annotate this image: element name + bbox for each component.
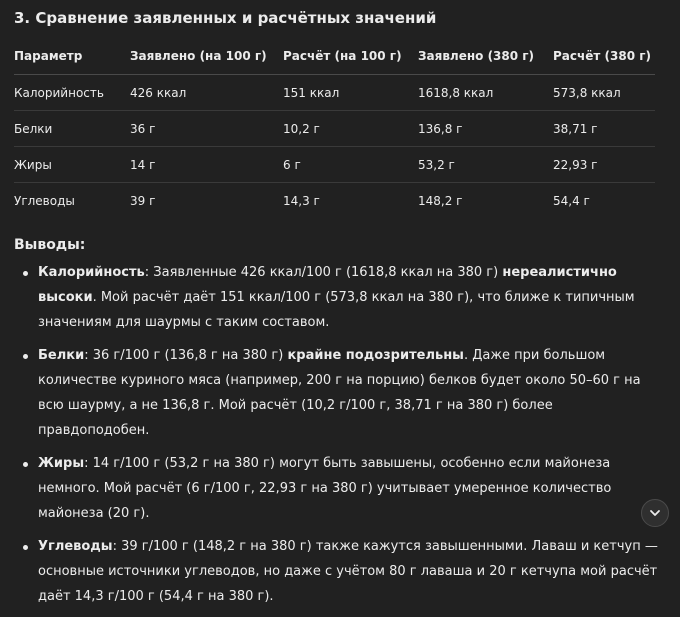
table-cell: 426 ккал — [130, 75, 283, 111]
bullet-icon — [23, 271, 28, 276]
table-cell: 36 г — [130, 111, 283, 147]
conclusion-text: : 39 г/100 г (148,2 г на 380 г) также кажутся завышенными. Лаваш и кетчуп — основные источники углеводов, но даже с учётом 80 г лаваша и 20 г кетчупа мой расчёт даёт 14,3 г/100 г (54,4 г на 380 г). — [38, 539, 658, 604]
table-cell: Белки — [14, 111, 130, 147]
conclusion-term: Углеводы — [38, 539, 113, 554]
table-cell: 38,71 г — [553, 111, 655, 147]
conclusion-text: : 14 г/100 г (53,2 г на 380 г) могут быть завышены, особенно если майонеза немного. Мой расчёт (6 г/100 г, 22,93 г на 380 г) учитывает умеренное количество майонеза (20 г). — [38, 456, 612, 521]
header-parameter: Параметр — [14, 38, 130, 75]
table-cell: Углеводы — [14, 193, 75, 208]
scroll-down-button[interactable] — [641, 499, 669, 527]
conclusion-text: . Мой расчёт даёт 151 ккал/100 г (573,8 ккал на 380 г), что ближе к типичным значениям для шаурмы с таким составом. — [38, 290, 635, 330]
message-content — [14, 0, 666, 617]
list-item — [14, 260, 666, 335]
table-cell: 1618,8 ккал — [418, 75, 553, 111]
table-cell: 14,3 г — [283, 193, 320, 208]
header-declared-380g: Заявлено (380 г) — [418, 38, 553, 75]
conclusion-term: Калорийность — [38, 265, 145, 280]
table-cell: Жиры — [14, 147, 130, 183]
table-row — [14, 111, 655, 147]
table-cell: 10,2 г — [283, 111, 418, 147]
section-title: 3. Сравнение заявленных и расчётных значений — [14, 9, 437, 27]
table-cell: 14 г — [130, 147, 283, 183]
table-cell: 39 г — [130, 193, 156, 208]
table-cell: 53,2 г — [418, 147, 553, 183]
conclusion-emphasis: крайне подозрительны — [287, 348, 464, 363]
table-row — [14, 183, 655, 219]
conclusion-text: : Заявленные 426 ккал/100 г (1618,8 ккал на 380 г) — [144, 265, 503, 280]
comparison-table — [14, 38, 655, 218]
table-cell: 54,4 г — [553, 193, 590, 208]
table-row — [14, 147, 655, 183]
conclusion-text: . Даже при большом количестве куриного мяса (например, 200 г на порцию) белков будет около 50–60 г на всю шаурму, а не 136,8 г. Мой расчёт (10,2 г/100 г, 38,71 г на 380 г) более правдоподобен. — [38, 348, 641, 438]
table-cell: Калорийность — [14, 75, 130, 111]
header-calculated-380g: Расчёт (380 г) — [553, 38, 655, 75]
bullet-icon — [23, 354, 28, 359]
bullet-icon — [23, 462, 28, 467]
table-row — [14, 75, 655, 111]
header-declared-100g: Заявлено (на 100 г) — [130, 38, 283, 75]
list-item — [14, 451, 666, 526]
table-cell: 573,8 ккал — [553, 75, 655, 111]
list-item — [14, 343, 666, 443]
table-cell: 136,8 г — [418, 111, 553, 147]
conclusion-term: Жиры — [38, 456, 85, 471]
table-cell: 151 ккал — [283, 75, 418, 111]
bullet-icon — [23, 545, 28, 550]
table-cell: 148,2 г — [418, 193, 463, 208]
list-item — [14, 534, 666, 609]
table-cell: 22,93 г — [553, 147, 655, 183]
header-calculated-100g: Расчёт (на 100 г) — [283, 38, 418, 75]
conclusion-text: : 36 г/100 г (136,8 г на 380 г) — [84, 348, 288, 363]
conclusions-title: Выводы: — [14, 237, 86, 253]
chevron-down-icon — [648, 506, 662, 520]
conclusion-term: Белки — [38, 348, 85, 363]
conclusion-emphasis: нереалистично высоки — [38, 265, 617, 305]
table-header-row — [14, 38, 655, 75]
conclusions-list — [14, 260, 666, 609]
table-cell: 6 г — [283, 147, 418, 183]
